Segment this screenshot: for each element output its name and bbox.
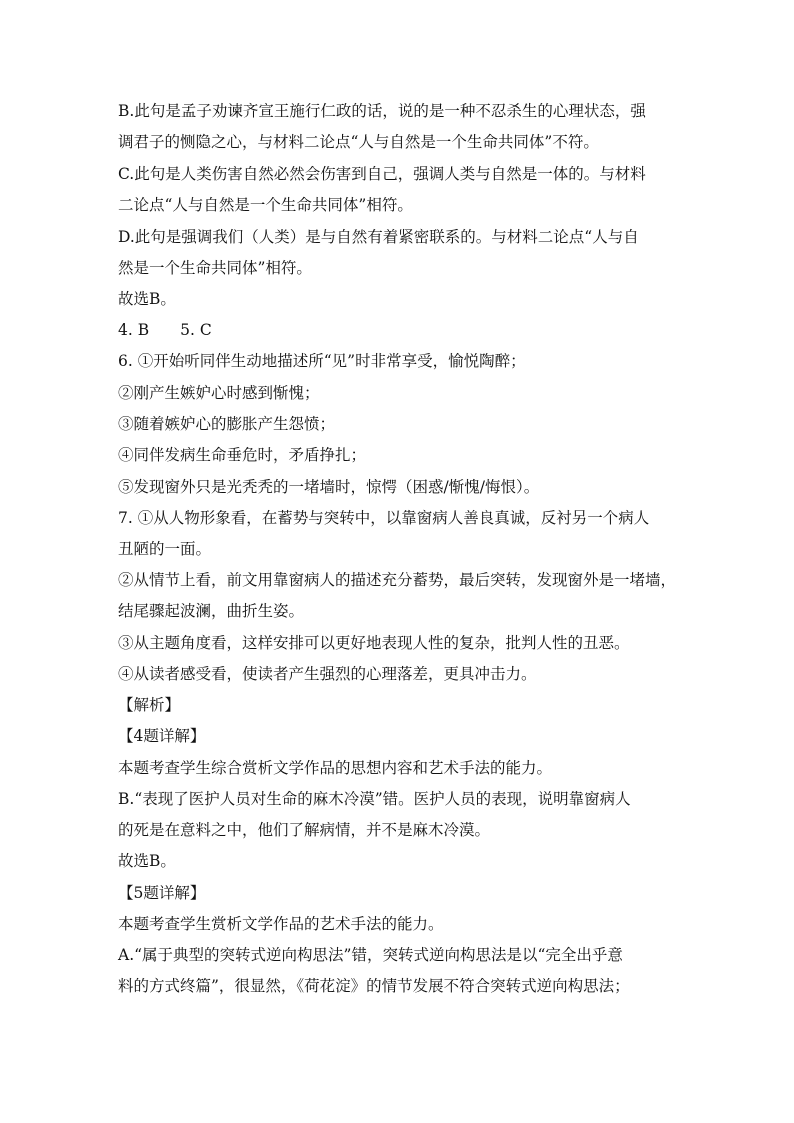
- text-line: 然是一个生命共同体”相符。: [118, 259, 312, 277]
- text-line: 故选B。: [118, 290, 176, 308]
- text-line: 料的方式终篇”，很显然，《荷花淀》的情节发展不符合突转式逆向构思法；: [118, 977, 630, 995]
- text-line: B.“表现了医护人员对生命的麻木冷漠”错。医护人员的表现，说明靠窗病人: [118, 790, 631, 808]
- text-line: 故选B。: [118, 852, 176, 870]
- text-line: 本题考查学生赏析文学作品的艺术手法的能力。: [118, 915, 444, 933]
- text-line: B.此句是孟子劝谏齐宣王施行仁政的话，说的是一种不忍杀生的心理状态，强: [118, 102, 646, 120]
- section-heading: 【解析】: [118, 696, 181, 714]
- text-line: ②刚产生嫉妒心时感到惭愧；: [118, 384, 320, 402]
- text-line: D.此句是强调我们（人类）是与自然有着紧密联系的。与材料二论点“人与自: [118, 228, 639, 246]
- text-line: ②从情节上看，前文用靠窗病人的描述充分蓄势，最后突转，发现窗外是一堵墙，: [118, 571, 677, 589]
- text-line: 结尾骤起波澜，曲折生姿。: [118, 602, 305, 620]
- text-line: 丑陋的一面。: [118, 540, 212, 558]
- section-heading: 【4题详解】: [118, 727, 206, 745]
- text-line: 的死是在意料之中，他们了解病情，并不是麻木冷漠。: [118, 821, 491, 839]
- text-line: 调君子的恻隐之心，与材料二论点“人与自然是一个生命共同体”不符。: [118, 133, 599, 151]
- text-line: C.此句是人类伤害自然必然会伤害到自己，强调人类与自然是一体的。与材料: [118, 165, 646, 183]
- text-line: 7. ①从人物形象看，在蓄势与突转中，以靠窗病人善良真诚，反衬另一个病人: [118, 509, 650, 527]
- text-line: ④同伴发病生命垂危时，矛盾挣扎；: [118, 446, 367, 464]
- text-line: 6. ①开始听同伴生动地描述所“见”时非常享受，愉悦陶醉；: [118, 352, 526, 370]
- text-line: 本题考查学生综合赏析文学作品的思想内容和艺术手法的能力。: [118, 759, 553, 777]
- text-line: A.“属于典型的突转式逆向构思法”错，突转式逆向构思法是以“完全出乎意: [118, 946, 623, 964]
- text-line: ④从读者感受看，使读者产生强烈的心理落差，更具冲击力。: [118, 665, 537, 683]
- text-line: 二论点“人与自然是一个生命共同体”相符。: [118, 196, 413, 214]
- section-heading: 【5题详解】: [118, 884, 206, 902]
- text-line: ③随着嫉妒心的膨胀产生怨愤；: [118, 415, 336, 433]
- text-line: ③从主题角度看，这样安排可以更好地表现人性的复杂，批判人性的丑恶。: [118, 634, 630, 652]
- text-line: 4. B 5. C: [118, 321, 212, 339]
- text-line: ⑤发现窗外只是光秃秃的一堵墙时，惊愕（困惑/惭愧/悔恨）。: [118, 478, 540, 496]
